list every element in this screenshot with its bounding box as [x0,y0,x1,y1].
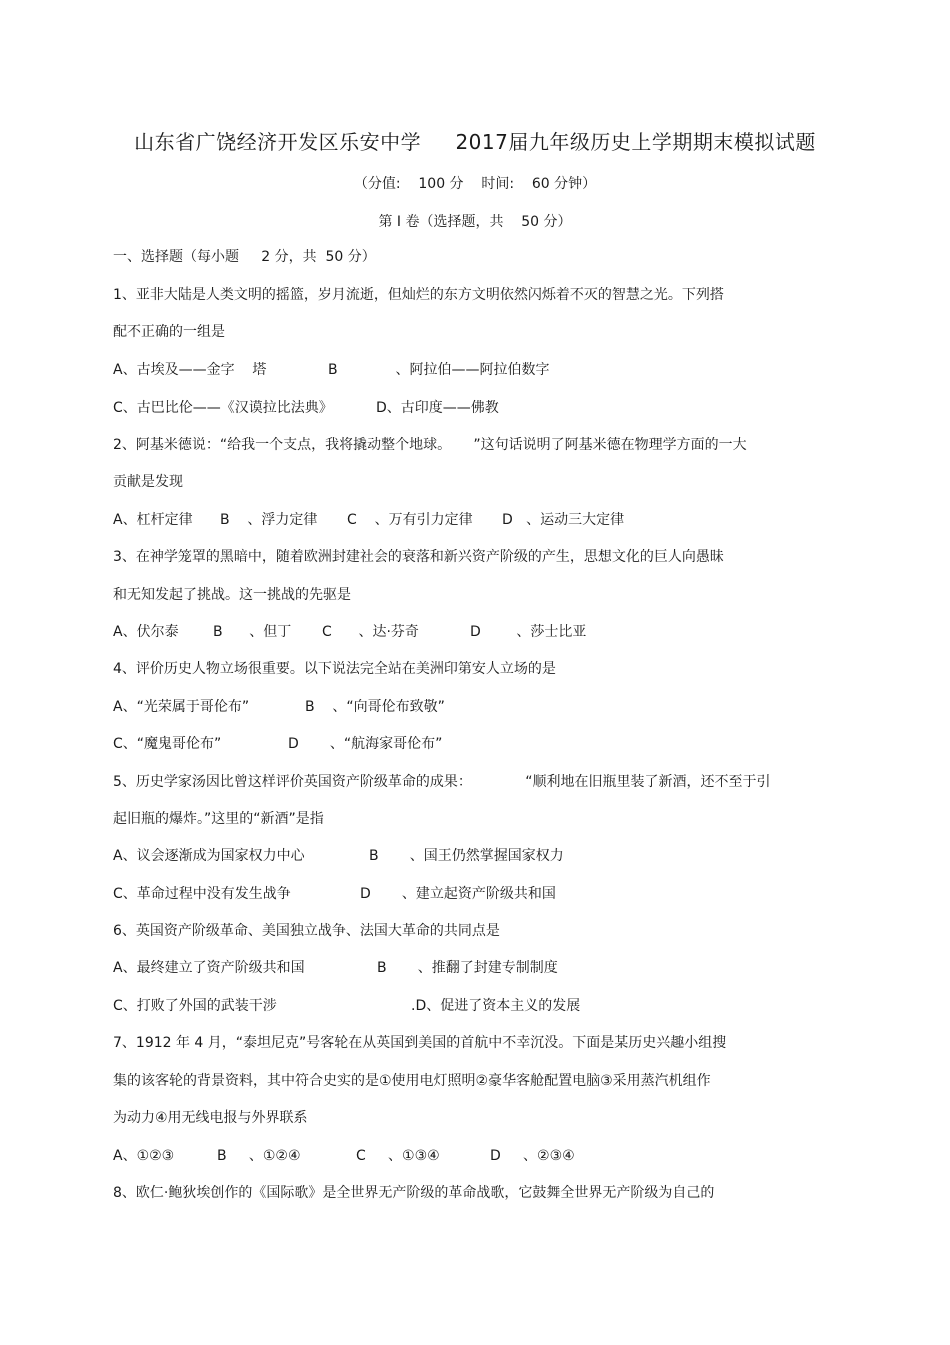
question-1-line-1: 1、亚非大陆是人类文明的摇篮，岁月流逝，但灿烂的东方文明依然闪烁着不灭的智慧之光。下列搭 [113,287,724,303]
question-3-line-2: 和无知发起了挑战。这一挑战的先驱是 [113,587,351,603]
question-7-line-1: 7、1912 年 4 月，“泰坦尼克”号客轮在从英国到美国的首航中不幸沉没。下面是某历史兴趣小组搜 [113,1035,727,1051]
question-5-option-b: B 、国王仍然掌握国家权力 [369,848,564,864]
question-2-option-c: C 、万有引力定律 [347,512,473,528]
question-1-option-a: A、古埃及——金字 塔 [113,362,267,378]
question-3-option-a: A、伏尔泰 [113,624,179,640]
question-4-line-1: 4、评价历史人物立场很重要。以下说法完全站在美洲印第安人立场的是 [113,661,556,677]
question-5-line-1: 5、历史学家汤因比曾这样评价英国资产阶级革命的成果： “顺利地在旧瓶里装了新酒，还不至于引 [113,774,771,790]
question-4-option-a: A、“光荣属于哥伦布” [113,699,250,715]
question-2-line-2: 贡献是发现 [113,474,183,490]
question-2-line-1: 2、阿基米德说：“给我一个支点，我将撬动整个地球。 ”这句话说明了阿基米德在物理学方面的一大 [113,437,747,453]
section-heading: 第 I 卷（选择题，共 50 分） [378,214,572,230]
part-heading: 一、选择题（每小题 2 分，共 50 分） [113,249,376,265]
question-3-option-c: C 、达·芬奇 [322,624,419,640]
score-time-info: （分值: 100 分 时间: 60 分钟） [353,176,597,192]
question-1-option-c: C、古巴比伦——《汉谟拉比法典》 [113,400,333,416]
question-1-option-b: B 、阿拉伯——阿拉伯数字 [328,362,550,378]
question-4-option-d: D 、“航海家哥伦布” [288,736,443,752]
question-2-option-d: D 、运动三大定律 [502,512,625,528]
question-4-option-c: C、“魔鬼哥伦布” [113,736,222,752]
question-6-option-b: B 、推翻了封建专制制度 [377,960,558,976]
question-5-option-a: A、议会逐渐成为国家权力中心 [113,848,305,864]
question-3-line-1: 3、在神学笼罩的黑暗中，随着欧洲封建社会的衰落和新兴资产阶级的产生，思想文化的巨人向愚昧 [113,549,724,565]
question-1-line-2: 配不正确的一组是 [113,324,225,340]
question-2-option-b: B 、浮力定律 [220,512,318,528]
question-7-line-3: 为动力④用无线电报与外界联系 [113,1110,308,1126]
question-2-option-a: A、杠杆定律 [113,512,193,528]
question-6-option-c: C、打败了外国的武装干涉 [113,998,277,1014]
exam-title: 山东省广饶经济开发区乐安中学 2017届九年级历史上学期期末模拟试题 [134,130,816,154]
question-4-option-b: B 、“向哥伦布致敬” [305,699,445,715]
question-6-option-d: .D、促进了资本主义的发展 [411,998,581,1014]
question-7-option-b: B 、①②④ [217,1148,301,1164]
question-7-line-2: 集的该客轮的背景资料，其中符合史实的是①使用电灯照明②豪华客舱配置电脑③采用蒸汽机组作 [113,1073,711,1089]
question-6-option-a: A、最终建立了资产阶级共和国 [113,960,305,976]
question-3-option-b: B 、但丁 [213,624,292,640]
question-5-option-d: D 、建立起资产阶级共和国 [360,886,556,902]
question-7-option-c: C 、①③④ [356,1148,440,1164]
question-7-option-a: A、①②③ [113,1148,175,1164]
question-7-option-d: D 、②③④ [490,1148,575,1164]
question-6-line-1: 6、英国资产阶级革命、美国独立战争、法国大革命的共同点是 [113,923,500,939]
question-5-option-c: C、革命过程中没有发生战争 [113,886,291,902]
question-5-line-2: 起旧瓶的爆炸。”这里的“新酒”是指 [113,811,324,827]
question-3-option-d: D 、莎士比亚 [470,624,587,640]
question-8-line-1: 8、欧仁·鲍狄埃创作的《国际歌》是全世界无产阶级的革命战歌，它鼓舞全世界无产阶级为自己的 [113,1185,715,1201]
question-1-option-d: D、古印度——佛教 [376,400,499,416]
